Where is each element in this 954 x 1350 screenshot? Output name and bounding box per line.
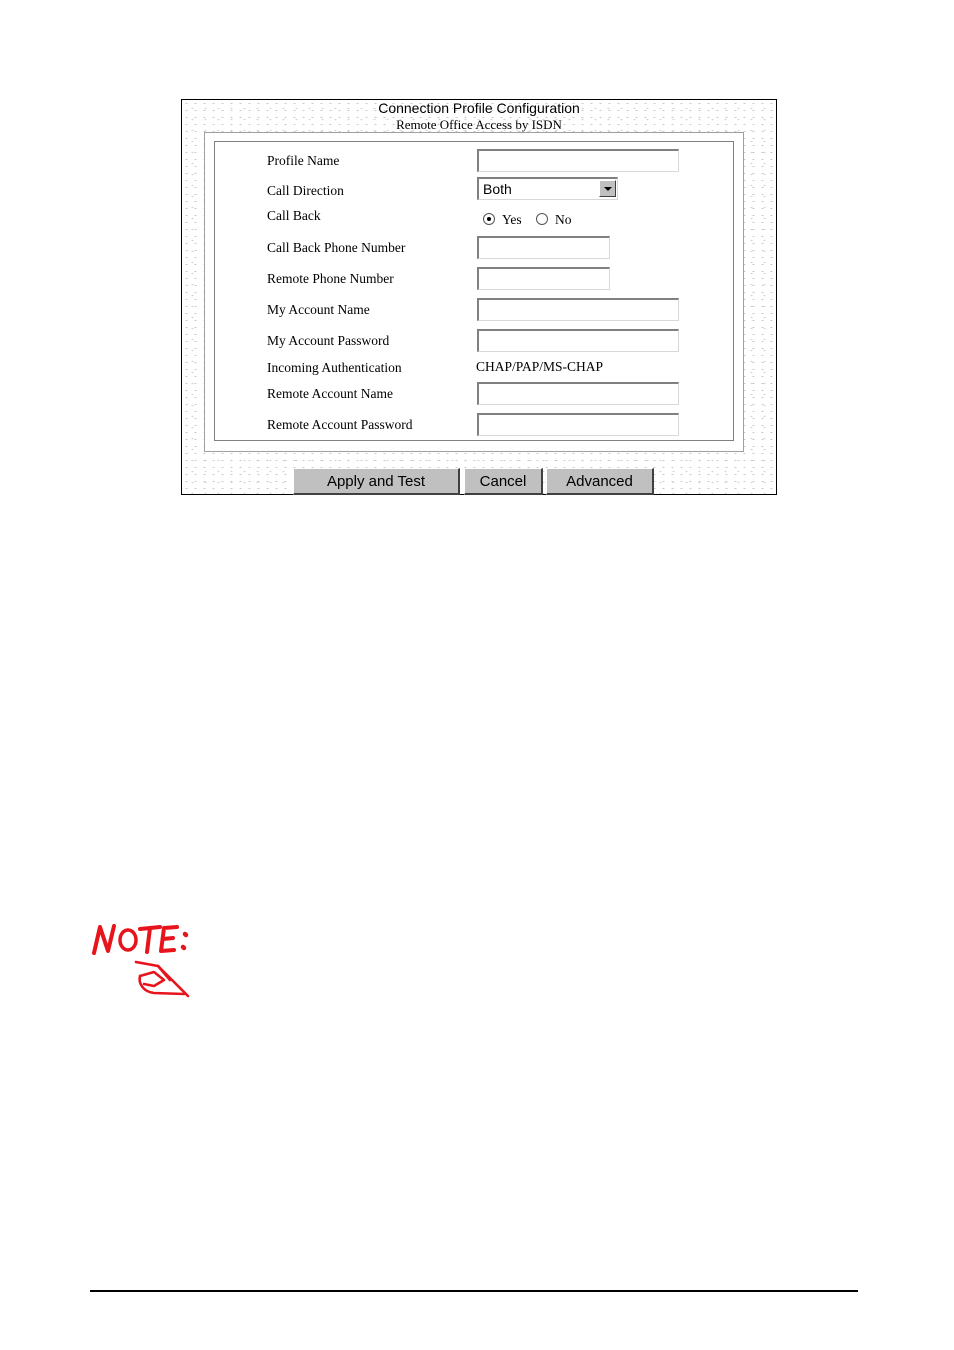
call-back-no-radio[interactable]: [536, 213, 548, 225]
call-back-no-label: No: [555, 212, 572, 227]
call-direction-select[interactable]: [477, 177, 618, 200]
window-title: Connection Profile Configuration: [378, 100, 580, 116]
remote-account-name-label: Remote Account Name: [267, 386, 393, 401]
remote-account-password-label: Remote Account Password: [267, 417, 413, 432]
call-back-phone-label: Call Back Phone Number: [267, 240, 406, 255]
profile-name-label: Profile Name: [267, 153, 340, 168]
footer-rule: [90, 1290, 858, 1292]
advanced-button[interactable]: Advanced: [546, 468, 654, 495]
note-pencil-icon: [92, 922, 200, 1000]
my-account-password-label: My Account Password: [267, 333, 390, 348]
profile-name-input[interactable]: [477, 149, 679, 172]
window-subtitle: Remote Office Access by ISDN: [396, 117, 562, 132]
cancel-button[interactable]: Cancel: [464, 468, 543, 495]
remote-phone-input[interactable]: [477, 267, 610, 290]
call-back-label: Call Back: [267, 208, 321, 223]
remote-account-password-input[interactable]: [477, 413, 679, 436]
incoming-auth-value: CHAP/PAP/MS-CHAP: [476, 359, 604, 374]
my-account-name-label: My Account Name: [267, 302, 370, 317]
my-account-name-input[interactable]: [477, 298, 679, 321]
call-back-yes-label: Yes: [502, 212, 522, 227]
call-back-phone-input[interactable]: [477, 236, 610, 259]
remote-account-name-input[interactable]: [477, 382, 679, 405]
connection-profile-window: [181, 99, 777, 495]
apply-and-test-button[interactable]: Apply and Test: [293, 468, 460, 495]
call-direction-label: Call Direction: [267, 183, 344, 198]
form-panel: [214, 141, 734, 441]
call-back-yes-radio[interactable]: [483, 213, 495, 225]
dropdown-arrow-icon[interactable]: [599, 180, 616, 197]
form-outer-frame: [204, 132, 744, 452]
my-account-password-input[interactable]: [477, 329, 679, 352]
call-direction-value: Both: [483, 181, 512, 197]
incoming-auth-label: Incoming Authentication: [267, 360, 402, 375]
remote-phone-label: Remote Phone Number: [267, 271, 394, 286]
